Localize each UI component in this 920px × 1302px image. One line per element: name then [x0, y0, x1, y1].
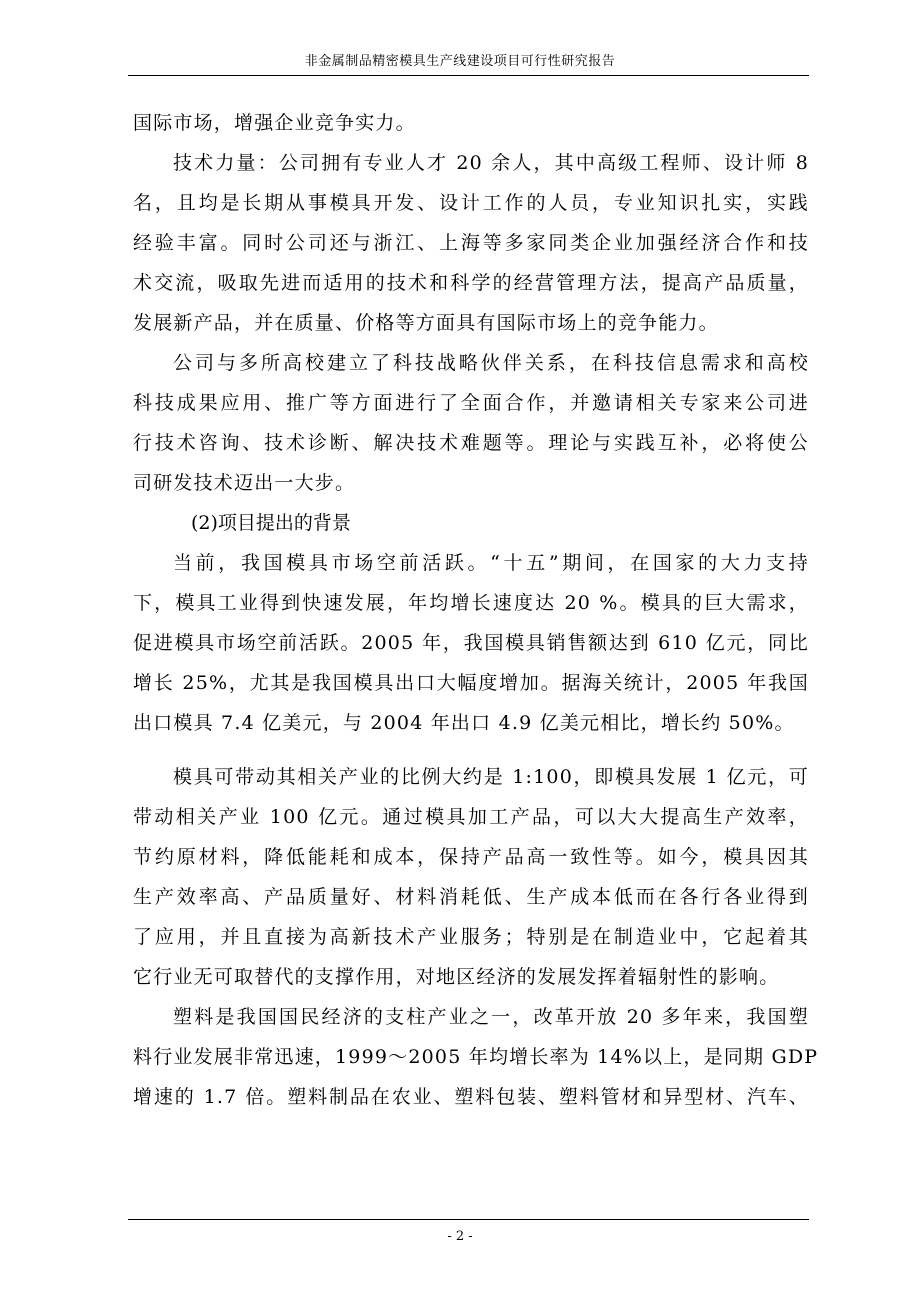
- text-line: 公司与多所高校建立了科技战略伙伴关系，在科技信息需求和高校: [173, 352, 809, 374]
- text-line: 出口模具 7.4 亿美元，与 2004 年出口 4.9 亿美元相比，增长约 50%。: [133, 712, 795, 734]
- page-number: - 2 -: [447, 1229, 473, 1244]
- text-line: 行技术咨询、技术诊断、解决技术难题等。理论与实践互补，必将使公: [133, 432, 809, 454]
- section-subheading: (2)项目提出的背景: [191, 512, 351, 534]
- text-line: 增速的 1.7 倍。塑料制品在农业、塑料包装、塑料管材和异型材、汽车、: [133, 1086, 809, 1108]
- text-line: 促进模具市场空前活跃。2005 年，我国模具销售额达到 610 亿元，同比: [133, 632, 809, 654]
- paragraph-market-background: [133, 543, 809, 743]
- paragraph-gap: [133, 743, 809, 757]
- text-line: 料行业发展非常迅速，1999～2005 年均增长率为 14%以上，是同期 GDP: [133, 1046, 819, 1068]
- paragraph-mold-industry-impact: [133, 757, 809, 997]
- text-line: 国际市场，增强企业竞争实力。: [133, 112, 416, 134]
- paragraph-continuation: [133, 103, 809, 143]
- paragraph-plastics-industry: [133, 997, 819, 1117]
- paragraph-university-cooperation: [133, 343, 809, 503]
- text-line: 增长 25%，尤其是我国模具出口大幅度增加。据海关统计，2005 年我国: [133, 672, 809, 694]
- text-line: 节约原材料，降低能耗和成本，保持产品高一致性等。如今，模具因其: [133, 846, 809, 868]
- text-line: 塑料是我国国民经济的支柱产业之一，改革开放 20 多年来，我国塑: [173, 1006, 809, 1028]
- text-line: 下，模具工业得到快速发展，年均增长速度达 20 %。模具的巨大需求，: [133, 592, 809, 614]
- text-line: 带动相关产业 100 亿元。通过模具加工产品，可以大大提高生产效率，: [133, 806, 809, 828]
- text-line: 科技成果应用、推广等方面进行了全面合作，并邀请相关专家来公司进: [133, 392, 809, 414]
- footer-rule: [128, 1219, 809, 1220]
- text-line: 术交流，吸取先进而适用的技术和科学的经营管理方法，提高产品质量，: [133, 272, 809, 294]
- page-header-title: 非金属制品精密模具生产线建设项目可行性研究报告: [304, 54, 616, 69]
- text-line: 司研发技术迈出一大步。: [133, 472, 356, 494]
- text-line: 了应用，并且直接为高新技术产业服务；特别是在制造业中，它起着其: [133, 926, 809, 948]
- paragraph-technical-strength: [133, 143, 809, 343]
- text-line: 名，且均是长期从事模具开发、设计工作的人员，专业知识扎实，实践: [133, 192, 809, 214]
- text-line: 技术力量：公司拥有专业人才 20 余人，其中高级工程师、设计师 8: [173, 152, 809, 174]
- page-body: [133, 103, 819, 1117]
- text-line: 当前，我国模具市场空前活跃。“十五”期间，在国家的大力支持: [173, 552, 809, 574]
- text-line: 模具可带动其相关产业的比例大约是 1:100，即模具发展 1 亿元，可: [173, 766, 809, 788]
- text-line: 生产效率高、产品质量好、材料消耗低、生产成本低而在各行各业得到: [133, 886, 809, 908]
- text-line: 经验丰富。同时公司还与浙江、上海等多家同类企业加强经济合作和技: [133, 232, 809, 254]
- text-line: 发展新产品，并在质量、价格等方面具有国际市场上的竞争能力。: [133, 312, 719, 334]
- text-line: 它行业无可取替代的支撑作用，对地区经济的发展发挥着辐射性的影响。: [133, 966, 780, 988]
- header-rule: [128, 75, 809, 76]
